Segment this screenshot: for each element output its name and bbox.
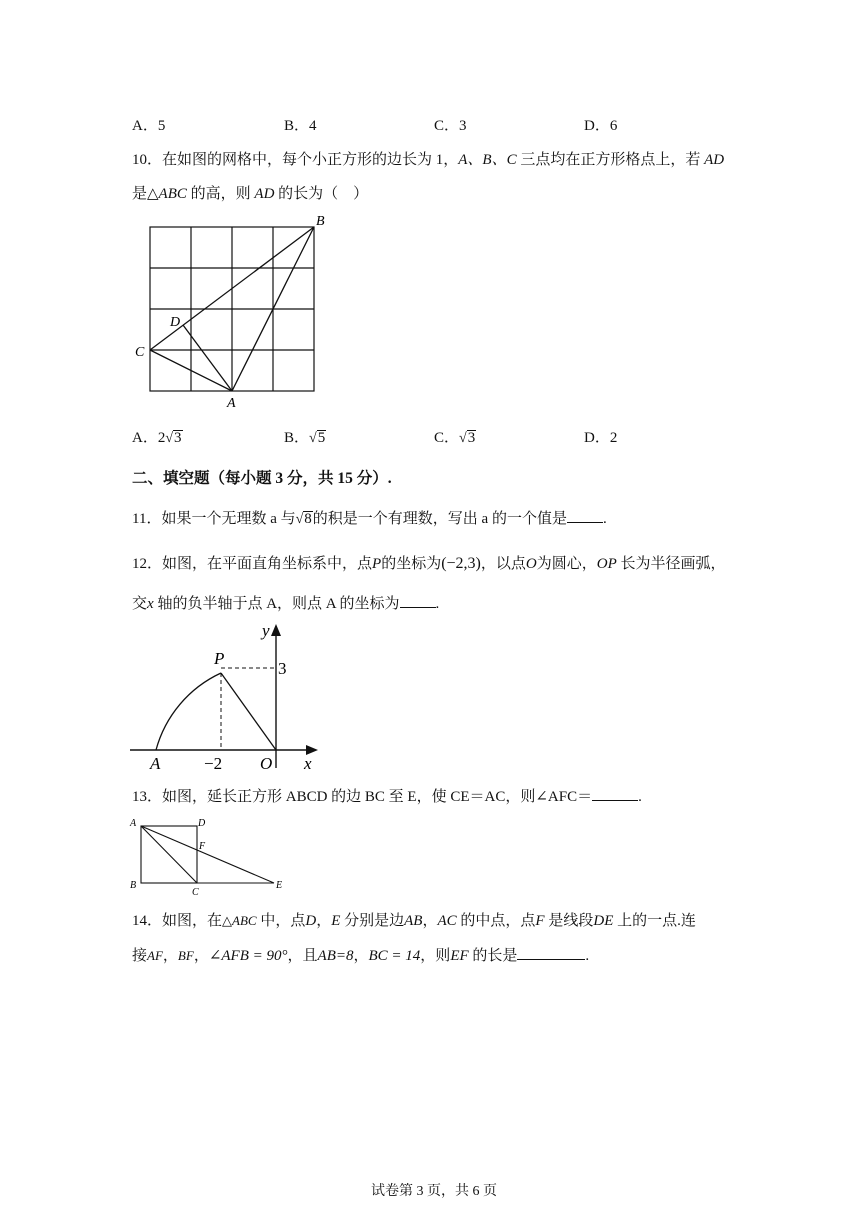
option-label: A． — [132, 430, 158, 446]
q14-text: 是线段 — [544, 913, 594, 929]
q13-answer-blank[interactable] — [592, 786, 638, 801]
q12-coord: (−2,3) — [441, 555, 481, 572]
q14-af: AF — [147, 948, 163, 963]
q12-x: x — [147, 596, 154, 612]
label-three: 3 — [278, 659, 287, 678]
q11-radicand: 8 — [304, 511, 312, 527]
q14-bf: BF — [177, 948, 194, 963]
y-axis-arrow — [271, 624, 281, 636]
label-b: B — [316, 214, 325, 229]
q10-grid-figure — [130, 210, 330, 415]
label-x: x — [304, 754, 312, 773]
q11-answer-blank[interactable] — [567, 508, 603, 523]
q10-ad: AD — [254, 186, 275, 202]
square-abcd — [141, 826, 274, 883]
q12-text: 交 — [132, 596, 148, 612]
q14-text: ，则 — [420, 948, 451, 964]
q12-text: 的坐标为 — [381, 556, 442, 572]
label-c: C — [135, 345, 145, 360]
q10-option-c: C．√3 — [434, 430, 476, 446]
q14-d: D — [305, 913, 317, 929]
q14-text: ， — [353, 948, 369, 964]
q14-angle: ∠AFB = 90° — [208, 948, 288, 964]
q12-text: 轴的负半轴于点 A，则点 A 的坐标为 — [153, 596, 400, 612]
q10-option-b: B．√5 — [284, 430, 326, 446]
q14-ef: EF — [450, 948, 469, 964]
q11-text: 11．如果一个无理数 a 与 — [132, 511, 296, 527]
q10-options — [132, 426, 732, 446]
q10-vars: A、B、C — [458, 152, 517, 168]
label-p: P — [214, 649, 225, 668]
q10-abc: ABC — [158, 186, 187, 202]
q12-o: O — [525, 556, 537, 572]
q14-text: ，且 — [287, 948, 318, 964]
label-a: A — [150, 754, 161, 773]
q13 — [132, 785, 642, 806]
q14-line2 — [132, 944, 589, 965]
q14-text: 的长是 — [468, 948, 518, 964]
q14-ac: AC — [437, 913, 457, 929]
label-o: O — [260, 754, 273, 773]
q10-text: 的高，则 — [186, 186, 255, 202]
q10-line2 — [132, 182, 368, 203]
q14-text: ， — [316, 913, 332, 929]
q14-text: 分别是边 — [340, 913, 405, 929]
q14-end: . — [585, 948, 590, 964]
q10-text: 10．在如图的网格中，每个小正方形的边长为 1， — [132, 152, 459, 168]
q9-options — [132, 114, 732, 134]
q14-text: 14．如图，在 — [132, 913, 223, 929]
q12-op: OP — [596, 556, 617, 572]
radicand: 3 — [174, 430, 182, 446]
radicand: 3 — [467, 430, 476, 446]
grid-lines — [150, 227, 314, 391]
q12-end: . — [435, 596, 440, 612]
q14-line1 — [132, 909, 696, 930]
label-b: B — [130, 880, 137, 891]
q13-square-figure — [128, 812, 293, 896]
label-neg2: −2 — [204, 754, 223, 773]
q12-text: 长为半径画弧， — [616, 556, 726, 572]
q10-option-d: D．2 — [584, 430, 618, 446]
q12-text: 为圆心， — [536, 556, 597, 572]
arc — [156, 673, 221, 750]
label-d: D — [170, 315, 181, 330]
q14-ab: AB — [404, 913, 423, 929]
q10-line1 — [132, 148, 724, 169]
label-e: E — [276, 880, 283, 891]
q14-f: F — [535, 913, 545, 929]
q10-option-a: A．2√3 — [132, 430, 182, 446]
q14-e: E — [331, 913, 341, 929]
q12-answer-blank[interactable] — [400, 593, 436, 608]
q14-de: DE — [593, 913, 614, 929]
q9-option-a: A．5 — [132, 118, 166, 134]
q12-coordinate-figure — [128, 618, 328, 776]
label-d: D — [198, 818, 206, 829]
q12-p: P — [372, 556, 382, 572]
q11-text: 的积是一个有理数，写出 a 的一个值是 — [312, 511, 567, 527]
q12-line1 — [132, 552, 726, 573]
q10-text: 的长为（ ） — [274, 186, 369, 202]
q14-answer-blank[interactable] — [517, 945, 585, 960]
label-a: A — [130, 818, 137, 829]
q12-text: 12．如图，在平面直角坐标系中，点 — [132, 556, 373, 572]
label-a: A — [227, 396, 236, 411]
q9-option-b: B．4 — [284, 118, 317, 134]
q10-ad: AD — [704, 152, 725, 168]
coef: 2 — [157, 430, 166, 446]
q10-text: 三点均在正方形格点上，若 — [516, 152, 705, 168]
radicand: 5 — [317, 430, 326, 446]
label-c: C — [192, 887, 199, 896]
q11: 11．如果一个无理数 a 与√8的积是一个有理数，写出 a 的一个值是 . — [132, 507, 607, 528]
option-label: B． — [284, 430, 310, 446]
q13-text: 13．如图，延长正方形 ABCD 的边 BC 至 E，使 CE＝AC，则∠AFC＝ — [132, 789, 593, 805]
q14-text: ， — [193, 948, 209, 964]
q14-triangle: △ABC — [222, 913, 257, 928]
q9-option-d: D．6 — [584, 118, 618, 134]
q14-text: 上的一点.连 — [613, 913, 696, 929]
q14-bc-value: BC = 14 — [368, 948, 421, 964]
q14-text: ， — [162, 948, 178, 964]
q11-end: . — [602, 511, 607, 527]
q14-text: 中，点 — [256, 913, 306, 929]
q12-line2 — [132, 592, 439, 613]
option-label: C． — [434, 430, 460, 446]
section-2-title: 二、填空题（每小题 3 分，共 15 分）. — [132, 470, 392, 487]
q14-text: 接 — [132, 948, 148, 964]
label-f: F — [199, 841, 206, 852]
q14-ab-value: AB=8 — [317, 948, 354, 964]
q14-text: ， — [422, 913, 438, 929]
q10-text: 是△ — [132, 186, 159, 202]
q9-option-c: C．3 — [434, 118, 467, 134]
label-y: y — [262, 621, 270, 640]
q12-text: ，以点 — [480, 556, 526, 572]
segment-op — [221, 673, 276, 750]
q14-text: 的中点，点 — [456, 913, 536, 929]
page-footer: 试卷第 3 页，共 6 页 — [371, 1184, 497, 1199]
q13-end: . — [638, 789, 642, 805]
